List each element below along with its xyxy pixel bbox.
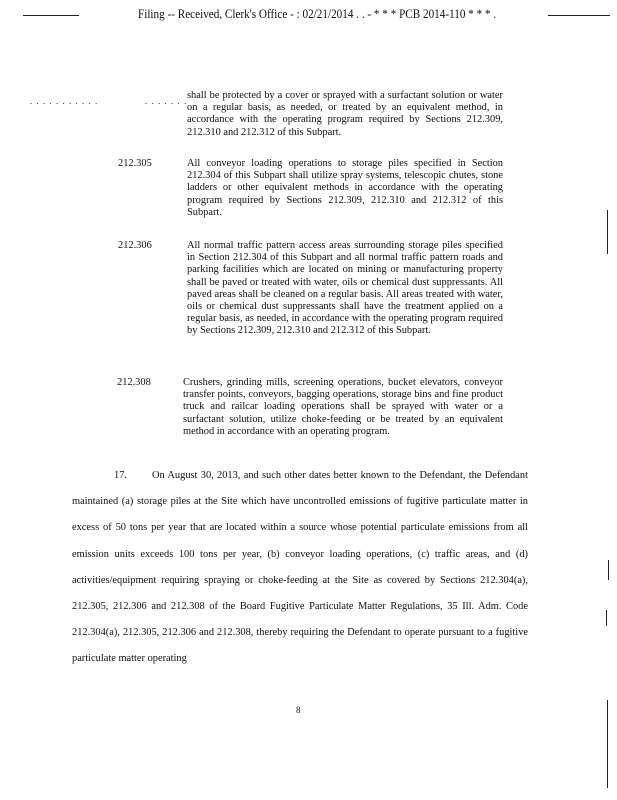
paragraph-17-text: On August 30, 2013, and such other dates better known to the Defendant, the Defendant maintained (a) storage piles at the Site which have uncontrolled emissions of fugitive particulate matter in excess of 50 tons per year that are located within a source whose potential particulate emissions from all emission units exceeds 100 tons per year, (b) conveyor loading operations, (c) traffic areas, and (d) activities/equipment requiring spraying or choke-feeding at the Site as covered by Sections 212.304(a), 212.305, 212.306 and 212.308 of the Board Fugitive Particulate Matter Regulations, 35 Ill. Adm. Code 212.304(a), 212.305, 212.306 and 212.308, thereby requiring the Defendant to operate pursuant to a fugitive particulate matter operating: [72, 470, 528, 665]
section-text-212-305: All conveyor loading operations to storage piles specified in Section 212.304 of this Subpart shall utilize spray systems, telescopic chutes, stone ladders or other equivalent methods in accordance with the operating program required by Sections 212.309, 212.310 and 212.312 of this Subpart.: [187, 158, 503, 218]
paragraph-17-number: 17.: [114, 470, 127, 481]
header-rule-left: [23, 15, 79, 16]
section-number-212-308: 212.308: [117, 377, 151, 388]
scan-dots-left: . . . . . . . . . . .: [30, 96, 99, 106]
page-number: 8: [296, 705, 301, 715]
section-number-212-305: 212.305: [118, 158, 152, 169]
section-text-212-306: All normal traffic pattern access areas surrounding storage piles specified in Section 212.304 of this Subpart and all normal traffic pattern roads and parking facilities which are located on mining or manufacturing property shall be paved or treated with water, oils or chemical dust suppressants. All paved areas shall be cleaned on a regular basis. All areas treated with water, oils or chemical dust suppressants shall have the treatment applied on a regular basis, as needed, in accordance with the operating program required by Sections 212.309, 212.310 and 212.312 of this Subpart.: [187, 240, 503, 337]
scan-dots-mid: . . . . . . .: [145, 96, 188, 106]
filing-header: Filing -- Received, Clerk's Office - : 02/21/2014 . . - * * * PCB 2014-110 * * * .: [138, 6, 497, 21]
header-rule-right: [548, 15, 610, 16]
margin-mark-2: [608, 560, 609, 580]
paragraph-17: [72, 463, 528, 673]
margin-mark-3: [606, 610, 607, 626]
section-number-212-306: 212.306: [118, 240, 152, 251]
margin-mark-4: [607, 700, 608, 788]
section-continuation-text: shall be protected by a cover or sprayed with a surfactant solution or water on a regular basis, as needed, or treated by an equivalent method, in accordance with the operating program required by Sections 212.309, 212.310 and 212.312 of this Subpart.: [187, 90, 503, 138]
margin-mark-1: [607, 210, 608, 254]
section-text-212-308: Crushers, grinding mills, screening operations, bucket elevators, conveyor transfer points, conveyors, bagging operations, storage bins and fine product truck and railcar loading operations shall be sprayed with water or a surfactant solution, utilize choke-feeding or be treated by an equivalent method in accordance with an operating program.: [183, 377, 503, 437]
